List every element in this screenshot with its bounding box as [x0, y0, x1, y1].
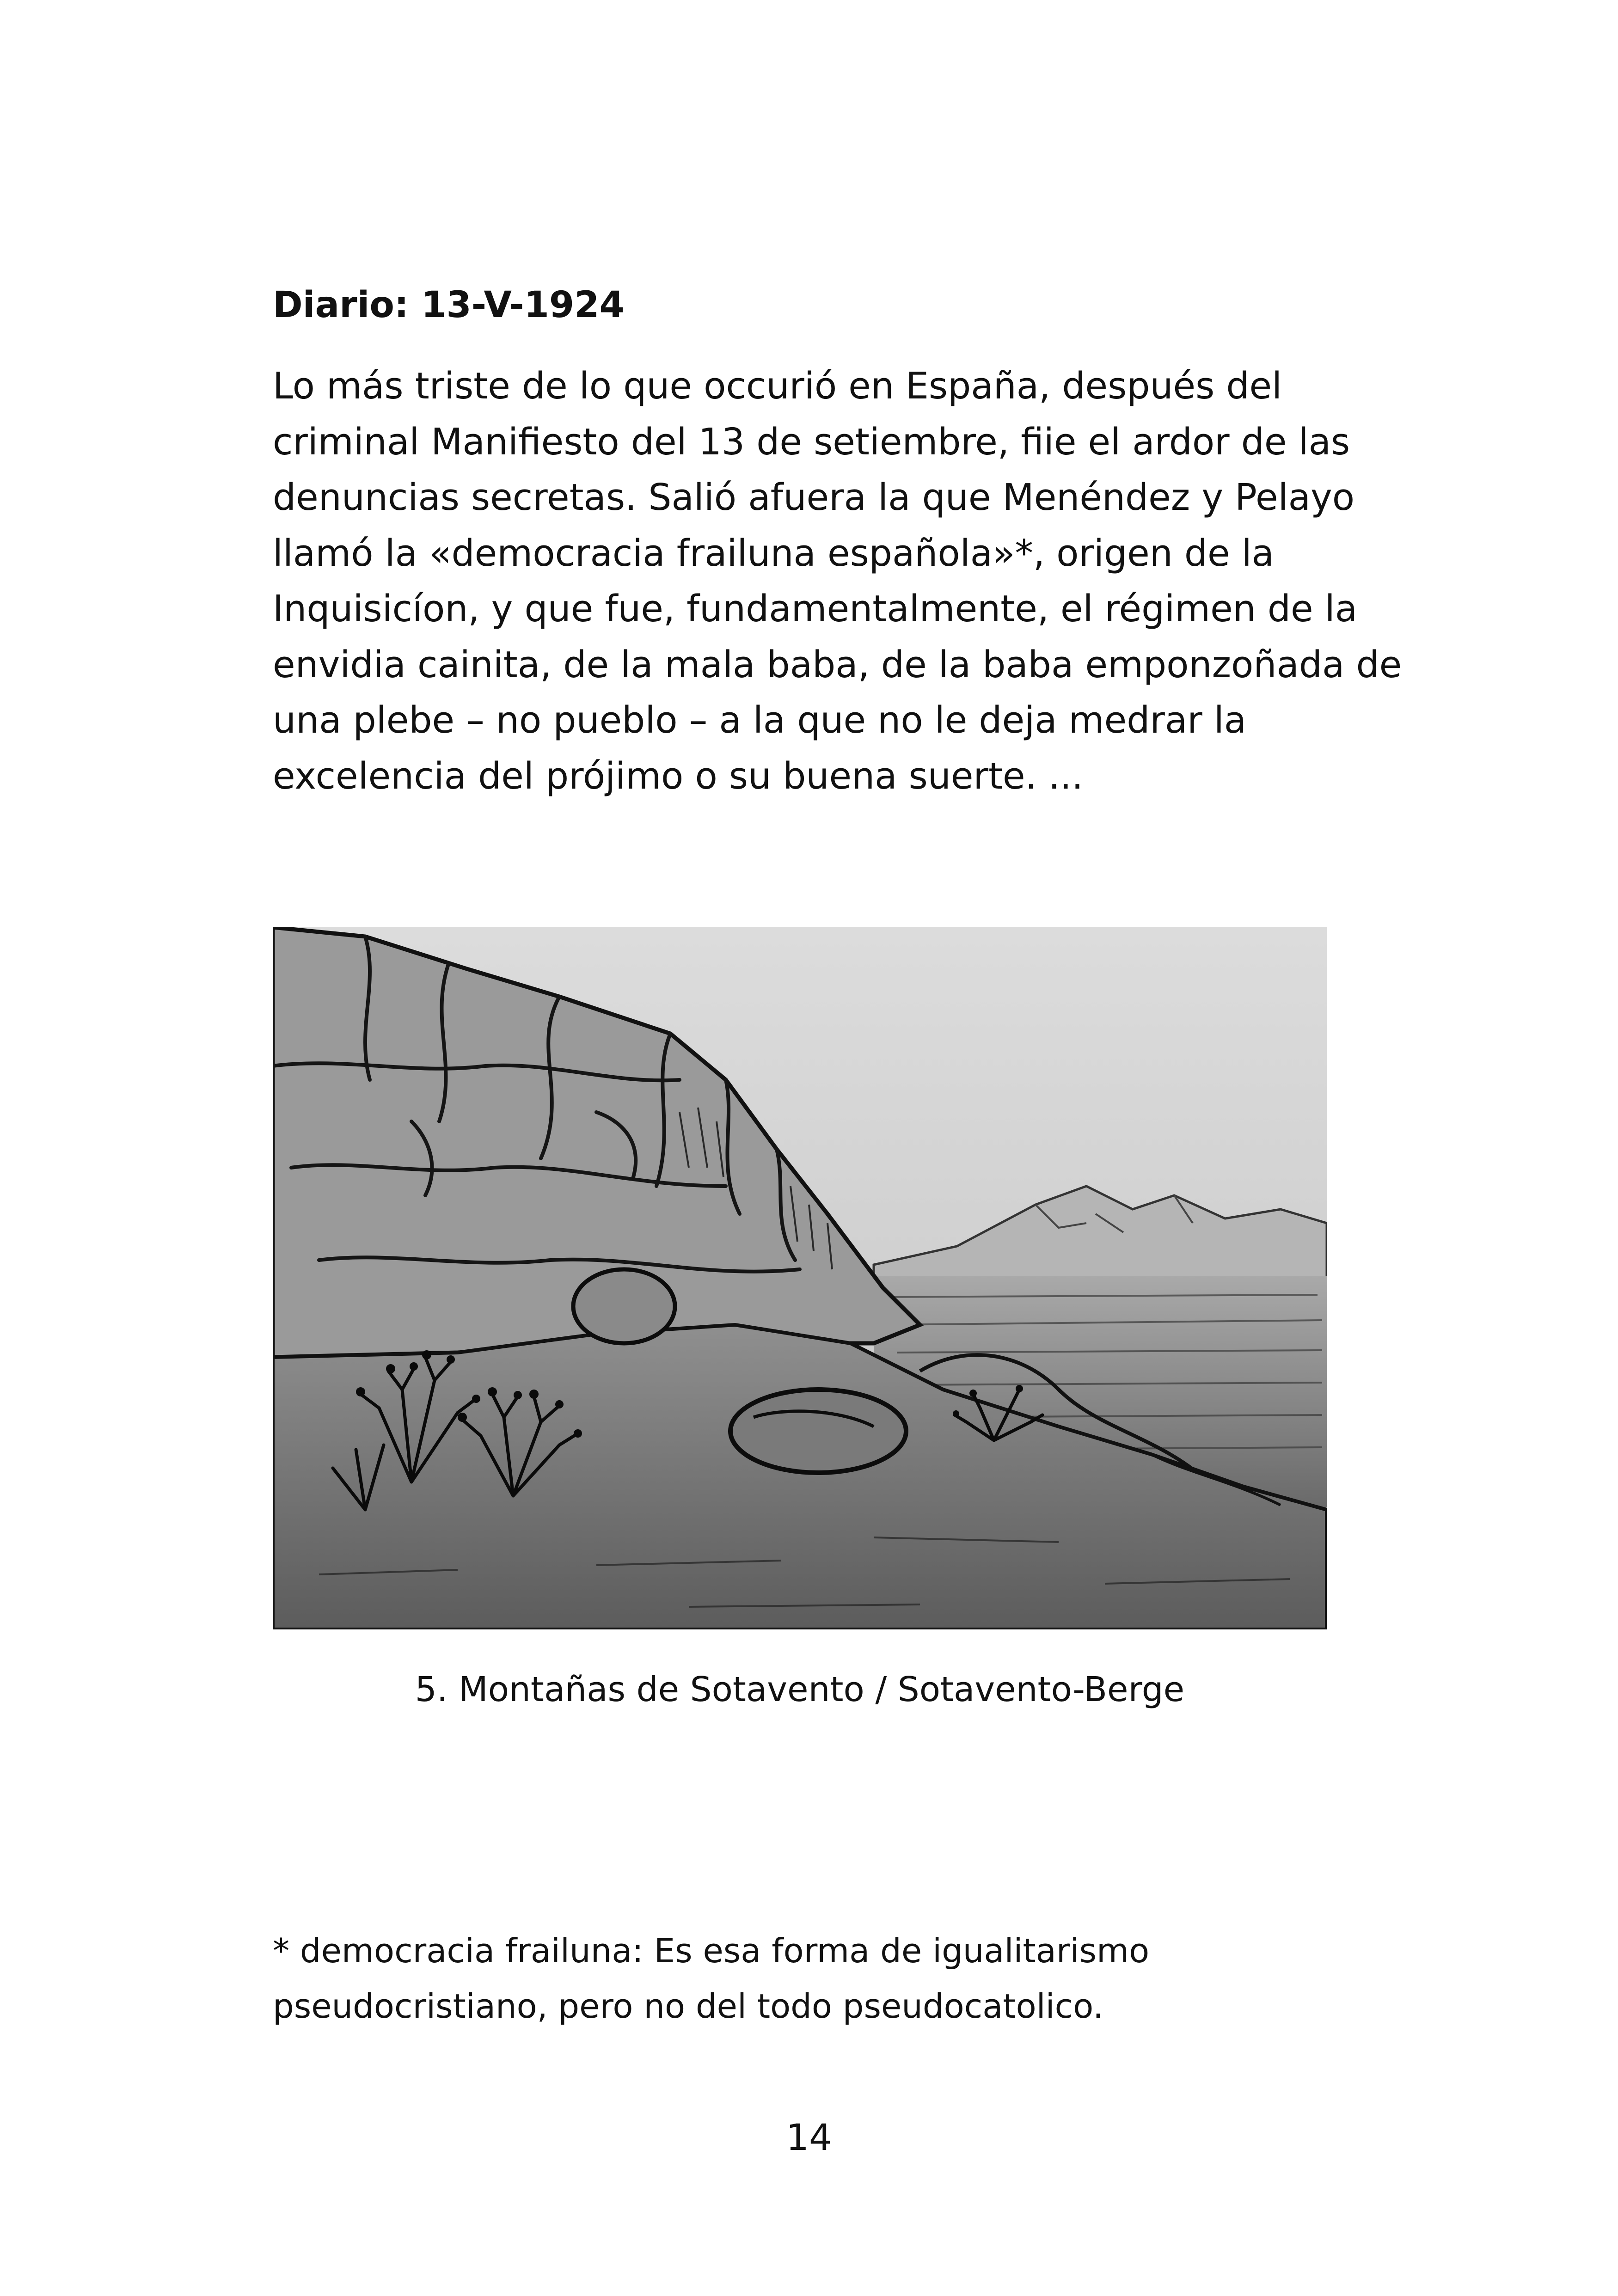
paragraph-line: Lo más triste de lo que occurió en España, después del — [273, 365, 1282, 407]
paragraph-line: llamó la «democracia frailuna española»*, origen de la — [273, 532, 1275, 575]
figure-caption: 5. Montañas de Sotavento / Sotavento-Berge — [415, 1670, 1185, 1709]
landscape-sketch-illustration — [273, 927, 1327, 1629]
diary-paragraph — [273, 358, 1402, 804]
footnote — [273, 1923, 1382, 2034]
footnote-line: * democracia frailuna: Es esa forma de igualitarismo — [273, 1931, 1150, 1970]
paragraph-line: una plebe – no pueblo – a la que no le deja medrar la — [273, 699, 1247, 741]
paragraph-line: envidia cainita, de la mala baba, de la baba emponzoñada de — [273, 643, 1402, 686]
paragraph-line: criminal Manifiesto del 13 de setiembre, fiie el ardor de las — [273, 420, 1350, 463]
paragraph-line: Inquisicíon, y que fue, fundamentalmente, el régimen de la — [273, 588, 1358, 630]
footnote-line: pseudocristiano, pero no del todo pseudocatolico. — [273, 1987, 1103, 2026]
diary-heading: Diario: 13-V-1924 — [273, 284, 625, 326]
paragraph-line: denuncias secretas. Salió afuera la que Menéndez y Pelayo — [273, 476, 1355, 519]
page-number: 14 — [786, 2117, 832, 2159]
paragraph-line: excelencia del prójimo o su buena suerte. ... — [273, 754, 1084, 797]
